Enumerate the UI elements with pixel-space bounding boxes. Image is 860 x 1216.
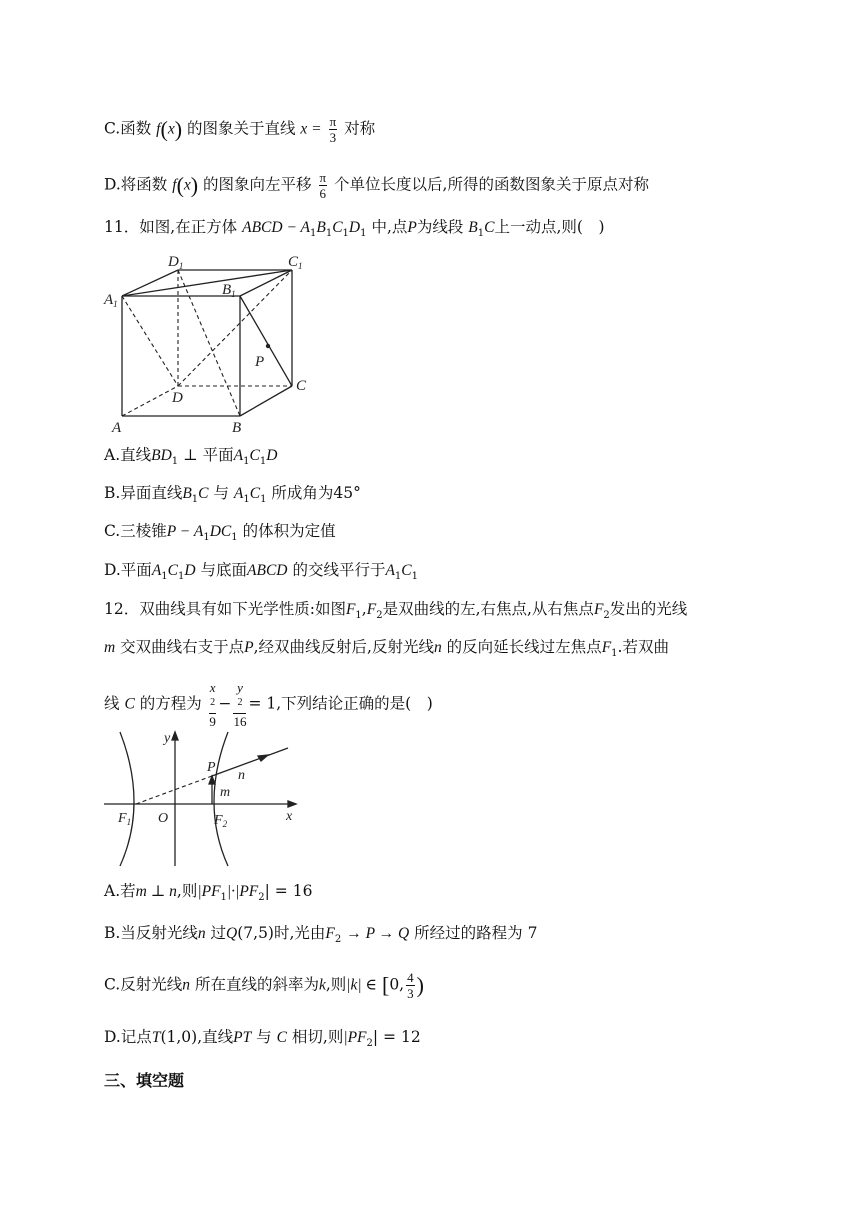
section-heading: 三、填空题 (104, 1071, 185, 1090)
label-a1: $A_1$ (104, 292, 118, 309)
label-f2: $F_2$ (214, 813, 228, 829)
fraction-pi-6: $\frac{\pi}{6}$ (319, 170, 327, 201)
question-12-line2: m 交双曲线右支于点P,经双曲线反射后,反射光线n 的反向延长线过左焦点$F_1$.若双曲 (104, 638, 669, 660)
q11-option-b: B.异面直线$B_1C$ 与 $A_1C_1$ 所成角为45° (104, 484, 361, 506)
q11-option-c: C.三棱锥$P - A_1DC_1$ 的体积为定值 (104, 522, 336, 544)
label-d1: $D_1$ (168, 254, 184, 271)
label-d: D (172, 390, 183, 406)
fraction-pi-3: $\frac{\pi}{3}$ (329, 114, 337, 145)
label-p: P (255, 354, 265, 370)
label-m: m (220, 785, 231, 800)
point-p (266, 344, 270, 348)
origin-label: O (158, 811, 169, 826)
q12-option-a: A.若m ⊥ n,则$|PF_1|\cdot|PF_2| = 16$ (104, 882, 313, 904)
label-p: P (207, 760, 216, 775)
q12-option-d: D.记点T(1,0),直线PT 与 C 相切,则$|PF_2| = 12$ (104, 1028, 421, 1050)
question-12-line1: 12．双曲线具有如下光学性质:如图$F_1,F_2$是双曲线的左,右焦点,从右焦点$F_2$发出的光线 (104, 600, 688, 622)
axis-x-label: x (286, 809, 293, 824)
question-11-stem: 11．如图,在正方体 ABCD − $A_1B_1C_1D_1$ 中,点P为线段 $B_1C$上一动点,则( ) (104, 218, 605, 240)
question-12-line3: 线 C 的方程为 x $^2$ 9 − y $^2$ 16 = 1,下列结论正确的是( ) (104, 680, 433, 730)
label-b: B (232, 420, 242, 436)
hyperbola-figure (100, 728, 305, 868)
cube-figure (100, 246, 320, 438)
q12-option-c: C.反射光线n 所在直线的斜率为k,则|k| ∈ [0, $\frac{4}{3}$ ) (104, 970, 424, 1001)
q12-option-b: B.当反射光线n 过Q(7,5)时,光由$F_2 \to P \to Q$ 所经过的路程为 7 (104, 924, 538, 946)
label-b1: $B_1$ (222, 282, 236, 299)
q11-option-a: A.直线$BD_1$ ⊥ 平面$A_1C_1D$ (104, 446, 278, 468)
prev-option-c: C.函数 f(x) 的图象关于直线 x = $\frac{\pi}{3}$ 对称 (104, 114, 376, 145)
label-a: A (112, 420, 122, 436)
prev-option-d: D.将函数 f(x) 的图象向左平移 $\frac{\pi}{6}$ 个单位长度以后,所得的函数图象关于原点对称 (104, 170, 649, 201)
q11-option-d: D.平面$A_1C_1D$ 与底面ABCD 的交线平行于$A_1C_1$ (104, 561, 419, 583)
label-c1: $C_1$ (288, 254, 303, 271)
label-n: n (238, 768, 245, 783)
label-f1: $F_1$ (118, 811, 132, 827)
label-c: C (296, 378, 307, 394)
axis-y-label: y (164, 731, 171, 746)
